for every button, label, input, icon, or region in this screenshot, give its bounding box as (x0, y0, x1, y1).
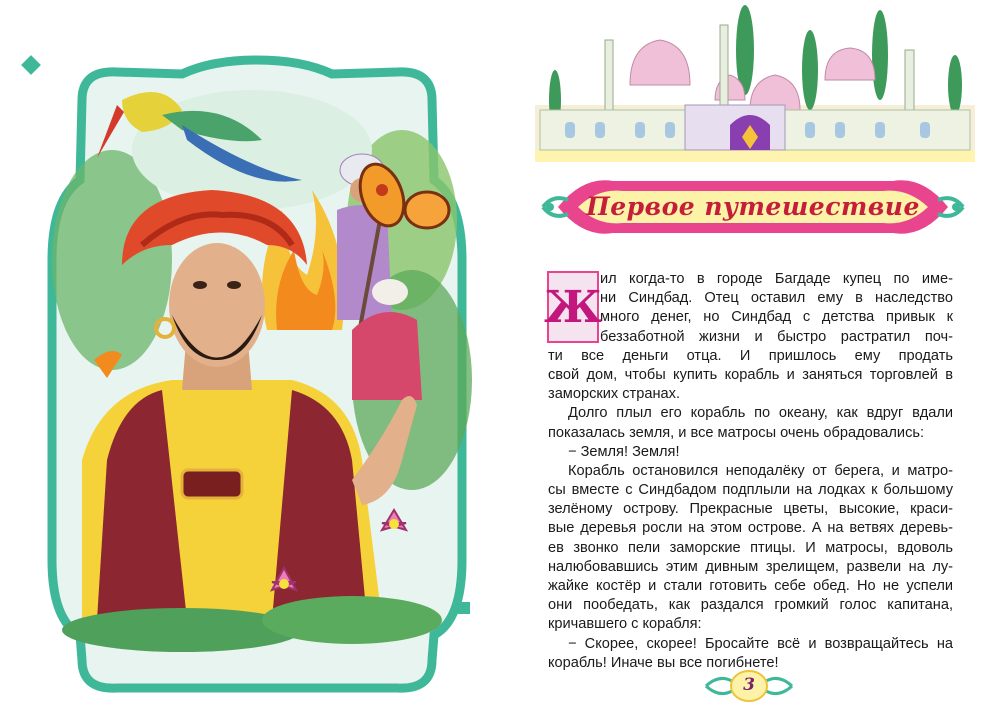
text-line: Долго плыл его корабль по океану, как вдруг вдали (568, 405, 953, 422)
text-line: вые деревья росли на этом острове. А на ветвях деревь- (548, 520, 953, 537)
text-line: − Скорее, скорее! Бросайте всё и возвращайтесь на (568, 635, 953, 652)
chapter-title: Первое путешествие (586, 191, 920, 221)
text-line: ти все деньги отца. И пришлось ему продать (548, 347, 953, 364)
dropcap-ornament (544, 272, 602, 342)
text-line: зелёному острову. Прекрасные цветы, высокие, краси- (548, 501, 953, 518)
text-line: жайке костёр и стали готовить себе обед. Но не успели (548, 578, 953, 594)
text-line: ев звонко пели заморские птицы. И матросы, вдоволь (548, 539, 953, 556)
page-number (704, 669, 794, 703)
chapter-banner (538, 166, 968, 248)
text-line: сы вместе с Синдбадом подплыли на лодках к большому (548, 482, 953, 499)
page-number-text: 3 (743, 675, 755, 695)
palace-illustration (535, 10, 975, 165)
text-line: ни Синдбад. Отец оставил ему в наследство (600, 290, 953, 307)
dropcap-letter: Ж (544, 282, 602, 333)
text-line: много денег, но Синдбад с детства привык к (600, 309, 953, 326)
text-line: налюбовавшись этим дивным зрелищем, развели на лу- (548, 558, 953, 575)
text-line: − Земля! Земля! (568, 443, 680, 460)
story-text (544, 270, 953, 673)
text-line: беззаботной жизни и быстро растратил поч- (600, 328, 953, 345)
text-line: Корабль остановился неподалёку от берега, и матро- (568, 462, 953, 479)
text-line: корабль! Иначе вы все погибнете! (548, 654, 779, 671)
text-line: заморских странах. (548, 386, 680, 403)
text-line: свой дом, чтобы купить корабль и заняться торговлей в (548, 366, 953, 383)
text-line: они пообедать, как раздался громкий голос капитана, (548, 597, 953, 614)
sindbad-illustration (22, 60, 492, 700)
text-line: кричавшего с корабля: (548, 616, 702, 633)
text-line: ил когда-то в городе Багдаде купец по име- (600, 271, 953, 287)
text-line: показалась земля, и все матросы очень обрадовались: (548, 424, 925, 441)
